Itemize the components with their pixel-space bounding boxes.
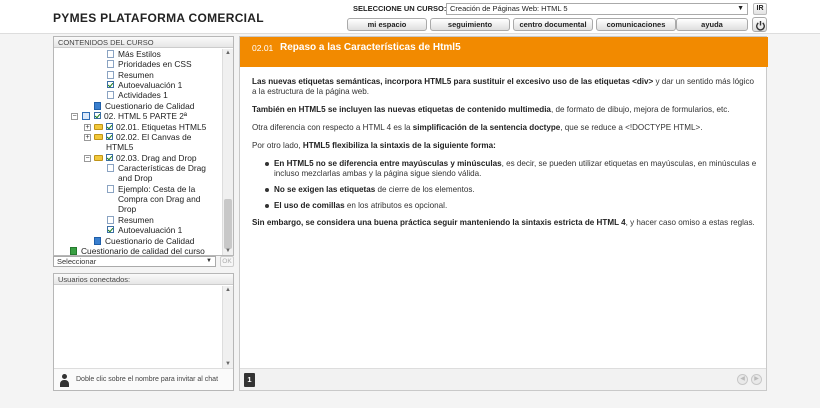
- scroll-up-icon[interactable]: ▲: [225, 50, 231, 56]
- tree-item[interactable]: Resumen: [54, 215, 222, 225]
- quiz-icon: [94, 102, 101, 110]
- connected-users-panel: [53, 273, 234, 391]
- tree-item[interactable]: Cuestionario de calidad del curso: [54, 246, 222, 255]
- connected-users-header: Usuarios conectados:: [54, 274, 233, 285]
- chat-hint-text: Doble clic sobre el nombre para invitar al chat: [76, 376, 219, 383]
- tree-item[interactable]: Resumen: [54, 70, 222, 80]
- chevron-down-icon: ▼: [737, 5, 744, 12]
- document-icon: [107, 60, 114, 68]
- tree-item[interactable]: − 02. HTML 5 PARTE 2ª: [72, 111, 187, 121]
- lesson-body: [252, 77, 758, 236]
- lesson-content-panel: [239, 36, 767, 391]
- lesson-header: [240, 37, 768, 67]
- course-select-label: SELECCIONE UN CURSO:: [353, 4, 447, 13]
- scrollbar-thumb[interactable]: [224, 199, 232, 249]
- checkbox-icon: [106, 133, 113, 140]
- tree-item[interactable]: Más Estilos: [54, 49, 222, 59]
- nav-comunicaciones-button[interactable]: comunicaciones: [596, 18, 676, 31]
- paragraph: También en HTML5 se incluyen las nuevas etiquetas de contenido multimedia, de formato de dibujo, mejora de formularios, etc.: [252, 105, 730, 114]
- lesson-footer: [240, 368, 766, 390]
- expand-icon[interactable]: +: [85, 134, 90, 141]
- tree-item[interactable]: Actividades 1: [54, 90, 222, 100]
- checkbox-icon: [106, 123, 113, 130]
- chevron-down-icon: ▼: [206, 258, 212, 264]
- module-icon: [82, 112, 90, 120]
- course-select[interactable]: [446, 3, 748, 15]
- list-item: El uso de comillas en los atributos es opcional.: [265, 201, 758, 211]
- lesson-title: Repaso a las Características de Html5: [280, 42, 461, 53]
- folder-icon: [94, 124, 103, 130]
- tree-item-continuation: and Drop: [118, 173, 153, 183]
- tree-item[interactable]: Ejemplo: Cesta de la: [54, 184, 222, 194]
- scroll-down-icon[interactable]: ▼: [225, 248, 231, 254]
- power-icon: [755, 20, 766, 31]
- chat-hint-bar: [54, 368, 233, 390]
- paragraph: Las nuevas etiquetas semánticas, incorpora HTML5 para sustituir el excesivo uso de las etiquetas <div> y dar un sentido más lógico a la estructura de la página web.: [252, 77, 755, 96]
- nav-ayuda-button[interactable]: ayuda: [676, 18, 748, 31]
- lesson-number: 02.01: [252, 43, 274, 53]
- folder-icon: [94, 155, 103, 161]
- tree-item[interactable]: Prioridades en CSS: [54, 59, 222, 69]
- expand-icon[interactable]: +: [85, 124, 90, 131]
- course-select-value: Creación de Páginas Web: HTML 5: [450, 4, 568, 13]
- tree-item[interactable]: Características de Drag: [54, 163, 222, 173]
- app-title: PYMES PLATAFORMA COMERCIAL: [53, 11, 264, 25]
- quiz-icon: [70, 247, 77, 255]
- document-icon: [107, 164, 114, 172]
- course-contents-panel: [53, 36, 234, 256]
- previous-page-button[interactable]: ◀: [737, 374, 748, 385]
- next-page-button[interactable]: ▶: [751, 374, 762, 385]
- quiz-icon: [94, 237, 101, 245]
- logout-button[interactable]: [752, 17, 767, 32]
- tree-item[interactable]: Autoevaluación 1: [54, 225, 222, 235]
- collapse-icon[interactable]: −: [85, 155, 90, 162]
- document-icon: [107, 71, 114, 79]
- ok-button[interactable]: OK: [220, 256, 234, 267]
- document-icon: [107, 185, 114, 193]
- paragraph: Sin embargo, se considera una buena práctica seguir manteniendo la sintaxis estricta de HTML 4, y hacer caso omiso a estas reglas.: [252, 218, 755, 227]
- content-select-row: [53, 256, 234, 268]
- user-icon: [59, 374, 70, 387]
- checkbox-icon: [107, 81, 114, 88]
- tree-item[interactable]: + 02.01. Etiquetas HTML5: [85, 122, 207, 132]
- tree-scrollbar[interactable]: [222, 49, 233, 255]
- tree-item[interactable]: + 02.02. El Canvas de: [85, 132, 192, 142]
- course-tree: [54, 49, 222, 255]
- list-item: En HTML5 no se diferencia entre mayúsculas y minúsculas, es decir, se pueden utilizar etiquetas en mayúsculas, en minúsculas e incluso mezclarlas ambas y la página sigue siendo válida.: [265, 159, 758, 179]
- nav-centro-documental-button[interactable]: centro documental: [513, 18, 593, 31]
- scroll-down-icon[interactable]: ▼: [225, 361, 231, 367]
- ir-button[interactable]: IR: [753, 3, 767, 15]
- tree-item[interactable]: Autoevaluación 1: [54, 80, 222, 90]
- bullet-list: [265, 159, 758, 211]
- checkbox-icon: [106, 154, 113, 161]
- nav-mi-espacio-button[interactable]: mi espacio: [347, 18, 427, 31]
- tree-item-continuation: Drop: [118, 204, 137, 214]
- content-select[interactable]: [53, 256, 216, 267]
- list-item: No se exigen las etiquetas de cierre de los elementos.: [265, 185, 758, 195]
- users-scrollbar[interactable]: [222, 286, 233, 368]
- tree-item[interactable]: Cuestionario de Calidad: [54, 236, 222, 246]
- checkbox-icon: [107, 226, 114, 233]
- document-icon: [107, 216, 114, 224]
- collapse-icon[interactable]: −: [72, 113, 77, 120]
- tree-item[interactable]: − 02.03. Drag and Drop: [85, 153, 197, 163]
- nav-seguimiento-button[interactable]: seguimiento: [430, 18, 510, 31]
- document-icon: [107, 91, 114, 99]
- document-icon: [107, 50, 114, 58]
- scroll-up-icon[interactable]: ▲: [225, 287, 231, 293]
- tree-item[interactable]: Cuestionario de Calidad: [54, 101, 222, 111]
- page-number: 1: [244, 373, 255, 387]
- checkbox-icon: [94, 112, 101, 119]
- folder-icon: [94, 134, 103, 140]
- tree-item-continuation: HTML5: [106, 142, 134, 152]
- top-bar: [0, 0, 820, 34]
- content-select-value: Seleccionar: [57, 257, 97, 266]
- course-contents-header: CONTENIDOS DEL CURSO: [54, 37, 233, 48]
- paragraph: Por otro lado, HTML5 flexibiliza la sintaxis de la siguiente forma:: [252, 141, 496, 150]
- tree-item-continuation: Compra con Drag and: [118, 194, 201, 204]
- paragraph: Otra diferencia con respecto a HTML 4 es la simplificación de la sentencia doctype, que se reduce a <!DOCTYPE HTML>.: [252, 123, 703, 132]
